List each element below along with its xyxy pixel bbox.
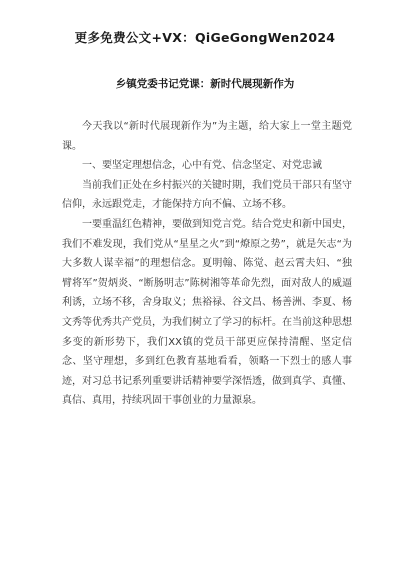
paragraph-red-spirit: 一要重温红色精神，要做到知党言党。结合党史和新中国史，我们不难发现，我们党从“星星之火”到“燎原之势”，就是矢志“为大多数人谋幸福”的理想信念。夏明翰、陈觉、赵云霄夫妇、“独臂将军”贺炳炎、“断肠明志”陈树湘等革命先烈，面对敌人的威逼利诱，立场不移，舍身取义；焦裕禄、谷文昌、杨善洲、李夏、杨文秀等优秀共产党员，为我们树立了学习的标杆。在当前这种思想多变的新形势下，我们XX镇的党员干部更应保持清醒、坚定信念、坚守理想，多到红色教育基地看看，领略一下烈士的感人事迹，对习总书记系列重要讲话精神要学深悟透，做到真学、真懂、真信、真用，持续巩固干事创业的力量源泉。 bbox=[62, 218, 352, 407]
paragraph-context: 当前我们正处在乡村振兴的关键时期，我们党员干部只有坚守信仰，永远跟党走，才能保持方向不偏、立场不移。 bbox=[62, 179, 352, 211]
paragraph-intro: 今天我以“新时代展现新作为”为主题，给大家上一堂主题党课。 bbox=[62, 121, 352, 152]
document-title: 乡镇党委书记党课：新时代展现新作为 bbox=[115, 78, 295, 90]
paragraph-section-heading: 一、要坚定理想信念，心中有党、信念坚定、对党忠诚 bbox=[82, 160, 322, 172]
document-header: 更多免费公文+VX：QiGeGongWen2024 bbox=[74, 30, 336, 45]
document-body bbox=[62, 117, 352, 411]
